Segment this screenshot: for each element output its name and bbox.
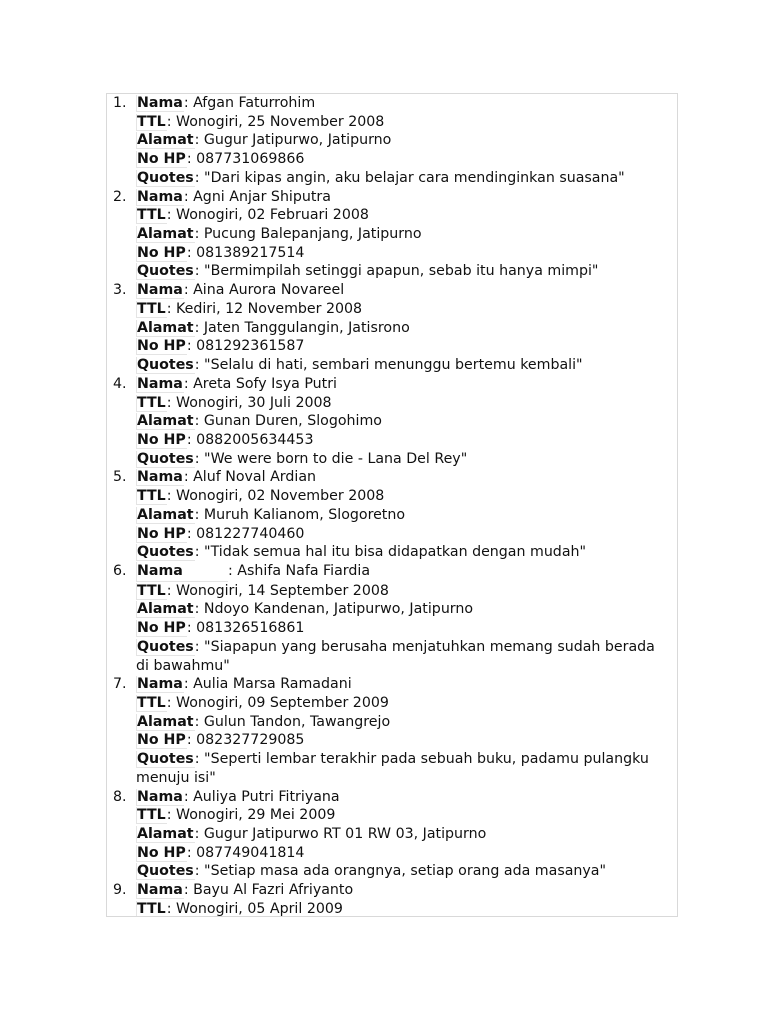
entry-fields <box>136 788 677 882</box>
field-line <box>136 337 677 356</box>
field-line <box>136 731 677 750</box>
field-label: TTL <box>137 488 166 505</box>
field-line <box>136 244 677 263</box>
field-line <box>136 431 677 450</box>
field-line <box>136 375 677 394</box>
field-value: : Aluf Noval Ardian <box>183 469 317 486</box>
field-value: : "Seperti lembar terakhir pada sebuah buku, padamu pulangku menuju isi" <box>136 751 649 786</box>
field-value: : Wonogiri, 02 Februari 2008 <box>166 207 369 224</box>
field-label: No HP <box>137 620 186 637</box>
field-label: TTL <box>137 807 166 824</box>
field-value: : Gugur Jatipurwo RT 01 RW 03, Jatipurno <box>194 826 487 843</box>
student-list <box>107 94 677 917</box>
field-label: TTL <box>137 113 166 130</box>
field-line <box>136 881 677 900</box>
field-line <box>136 675 677 694</box>
field-value: : Jaten Tanggulangin, Jatisrono <box>194 319 410 336</box>
field-line <box>136 900 677 917</box>
field-label: No HP <box>137 844 186 861</box>
field-value: : Bayu Al Fazri Afriyanto <box>183 882 354 899</box>
entry-number: 7. <box>113 676 127 693</box>
entry-fields <box>136 281 677 375</box>
field-label: No HP <box>137 338 186 355</box>
entry-number: 1. <box>113 95 127 111</box>
entry-number: 8. <box>113 788 127 805</box>
entry-number: 9. <box>113 882 127 899</box>
field-value: : 081326516861 <box>186 620 305 637</box>
field-label: No HP <box>137 525 186 542</box>
field-label: Quotes <box>137 357 194 374</box>
field-label: Alamat <box>137 601 194 618</box>
field-line <box>136 806 677 825</box>
field-label: Nama <box>137 282 183 299</box>
entry-fields <box>136 188 677 282</box>
field-line <box>136 525 677 544</box>
field-line <box>136 582 677 601</box>
field-label: No HP <box>137 732 186 749</box>
list-item <box>107 468 677 562</box>
field-value: : "Tidak semua hal itu bisa didapatkan dengan mudah" <box>194 544 587 561</box>
field-label: Nama <box>137 188 183 205</box>
field-value: : Auliya Putri Fitriyana <box>183 788 340 805</box>
field-line <box>136 150 677 169</box>
field-value: : Areta Sofy Isya Putri <box>183 375 337 392</box>
field-line <box>136 412 677 431</box>
field-label: Alamat <box>137 826 194 843</box>
field-label: Nama <box>137 676 183 693</box>
field-label: Quotes <box>137 638 194 655</box>
field-value: : Ndoyo Kandenan, Jatipurwo, Jatipurno <box>194 601 474 618</box>
field-label: Nama <box>137 788 183 805</box>
field-label: Alamat <box>137 713 194 730</box>
field-value: : Kediri, 12 November 2008 <box>166 300 363 317</box>
field-label: Nama <box>136 562 228 582</box>
field-value: : Muruh Kalianom, Slogoretno <box>194 506 406 523</box>
field-line <box>136 844 677 863</box>
entry-fields <box>136 881 677 917</box>
list-item <box>107 188 677 282</box>
entry-fields <box>136 562 677 675</box>
entry-fields <box>136 94 677 188</box>
entry-number: 5. <box>113 469 127 486</box>
field-value: : "We were born to die - Lana Del Rey" <box>194 450 468 467</box>
list-item <box>107 788 677 882</box>
field-line <box>136 113 677 132</box>
field-line <box>136 206 677 225</box>
field-line <box>136 300 677 319</box>
entry-number: 2. <box>113 188 127 205</box>
field-label: Alamat <box>137 132 194 149</box>
field-value: : Gugur Jatipurwo, Jatipurno <box>194 132 392 149</box>
field-value: : 082327729085 <box>186 732 305 749</box>
field-value: : Wonogiri, 02 November 2008 <box>166 488 385 505</box>
field-label: TTL <box>137 900 166 917</box>
field-label: Nama <box>137 375 183 392</box>
field-value: : Wonogiri, 30 Juli 2008 <box>166 394 332 411</box>
field-value: : Wonogiri, 09 September 2009 <box>166 695 389 711</box>
entry-fields <box>136 468 677 562</box>
field-line <box>136 862 677 881</box>
field-label: Quotes <box>137 751 194 768</box>
field-label: No HP <box>137 431 186 448</box>
field-line <box>136 188 677 207</box>
field-value: : Wonogiri, 14 September 2008 <box>166 582 389 599</box>
field-line <box>136 713 677 732</box>
field-line <box>136 543 677 562</box>
field-value: : Wonogiri, 25 November 2008 <box>166 113 385 130</box>
field-line <box>136 750 656 787</box>
field-value: : Gulun Tandon, Tawangrejo <box>194 713 391 730</box>
field-label: Alamat <box>137 506 194 523</box>
field-value: : "Dari kipas angin, aku belajar cara mendinginkan suasana" <box>194 169 625 186</box>
field-label: TTL <box>137 300 166 317</box>
field-value: : Ashifa Nafa Fiardia <box>228 562 371 579</box>
field-line <box>136 94 677 113</box>
entry-number: 3. <box>113 282 127 299</box>
field-label: TTL <box>137 695 166 711</box>
field-value: : "Selalu di hati, sembari menunggu bertemu kembali" <box>194 357 583 374</box>
field-line <box>136 394 677 413</box>
field-line <box>136 262 677 281</box>
list-item <box>107 281 677 375</box>
field-line <box>136 225 677 244</box>
field-line <box>136 600 677 619</box>
document-page <box>106 93 678 917</box>
field-value: : Afgan Faturrohim <box>183 95 316 111</box>
field-value: : "Bermimpilah setinggi apapun, sebab itu hanya mimpi" <box>194 263 599 280</box>
field-label: Alamat <box>137 319 194 336</box>
field-value: : Wonogiri, 29 Mei 2009 <box>166 807 336 824</box>
field-label: No HP <box>137 151 186 168</box>
list-item <box>107 375 677 469</box>
field-value: : "Siapapun yang berusaha menjatuhkan memang sudah berada di bawahmu" <box>136 638 655 674</box>
list-item <box>107 881 677 917</box>
field-label: Quotes <box>137 544 194 561</box>
entry-fields <box>136 675 677 787</box>
field-value: : Aina Aurora Novareel <box>183 282 345 299</box>
field-label: Alamat <box>137 226 194 243</box>
field-value: : "Setiap masa ada orangnya, setiap orang ada masanya" <box>194 863 607 880</box>
list-item <box>107 562 677 675</box>
field-label: Nama <box>137 95 183 111</box>
field-label: Alamat <box>137 413 194 430</box>
field-value: : 081389217514 <box>186 244 305 261</box>
field-label: Nama <box>137 882 183 899</box>
list-item <box>107 94 677 188</box>
field-line <box>136 506 677 525</box>
field-line <box>136 638 656 675</box>
field-label: TTL <box>137 582 166 599</box>
field-line <box>136 562 677 582</box>
entry-fields <box>136 375 677 469</box>
field-value: : 0882005634453 <box>186 431 314 448</box>
list-item <box>107 675 677 787</box>
field-value: : Agni Anjar Shiputra <box>183 188 331 205</box>
field-value: : Gunan Duren, Slogohimo <box>194 413 382 430</box>
field-line <box>136 619 677 638</box>
field-line <box>136 281 677 300</box>
field-value: : Wonogiri, 05 April 2009 <box>166 900 343 917</box>
field-label: Nama <box>137 469 183 486</box>
field-label: Quotes <box>137 863 194 880</box>
entry-number: 6. <box>113 562 127 579</box>
field-label: No HP <box>137 244 186 261</box>
field-value: : Aulia Marsa Ramadani <box>183 676 352 693</box>
field-line <box>136 356 677 375</box>
field-label: Quotes <box>137 169 194 186</box>
field-line <box>136 131 677 150</box>
field-line <box>136 788 677 807</box>
field-value: : 081292361587 <box>186 338 305 355</box>
field-value: : 087749041814 <box>186 844 305 861</box>
field-line <box>136 319 677 338</box>
field-line <box>136 487 677 506</box>
field-line <box>136 169 677 188</box>
entry-number: 4. <box>113 375 127 392</box>
field-label: Quotes <box>137 263 194 280</box>
field-line <box>136 825 677 844</box>
field-label: TTL <box>137 394 166 411</box>
field-value: : Pucung Balepanjang, Jatipurno <box>194 226 422 243</box>
field-line <box>136 468 677 487</box>
field-label: Quotes <box>137 450 194 467</box>
field-value: : 081227740460 <box>186 525 305 542</box>
field-line <box>136 450 677 469</box>
field-label: TTL <box>137 207 166 224</box>
field-line <box>136 694 677 713</box>
field-value: : 087731069866 <box>186 151 305 168</box>
